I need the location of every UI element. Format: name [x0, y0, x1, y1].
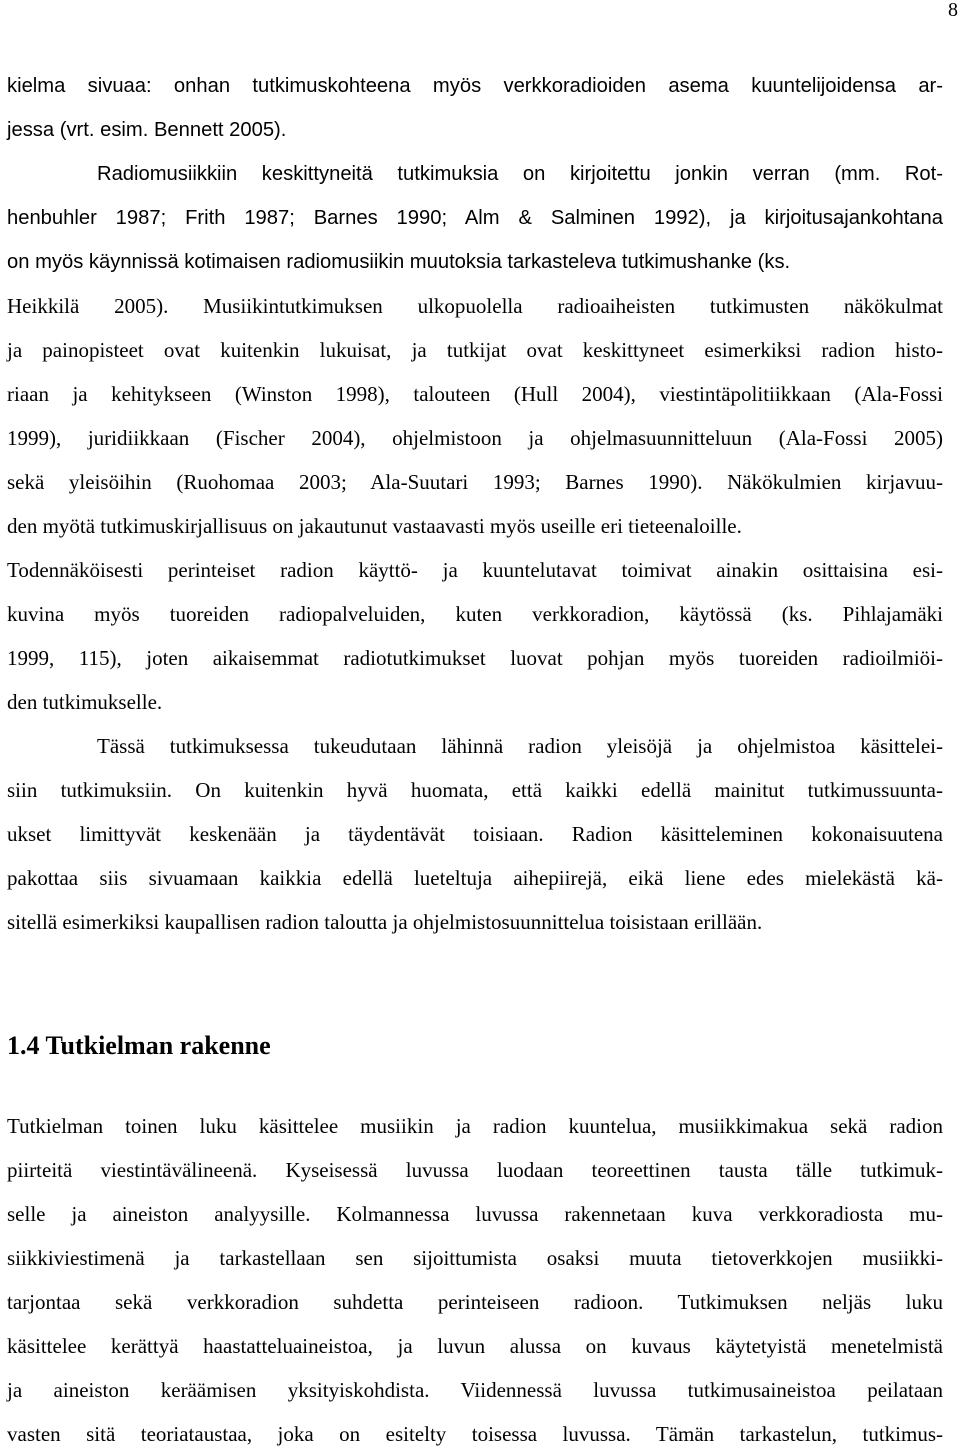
- text-line: 1999, 115), joten aikaisemmat radiotutkimukset luovat pohjan myös tuoreiden radioilmiöi-: [7, 646, 943, 670]
- text-line: Tässä tutkimuksessa tukeudutaan lähinnä radion yleisöjä ja ohjelmistoa käsittelei-: [97, 734, 943, 758]
- text-line: Heikkilä 2005). Musiikintutkimuksen ulkopuolella radioaiheisten tutkimusten näkökulmat: [7, 294, 943, 318]
- text-line: vasten sitä teoriataustaa, joka on esitelty toisessa luvussa. Tämän tarkastelun, tutkimus-: [7, 1422, 943, 1446]
- document-body: [7, 64, 943, 1456]
- text-line: kielma sivuaa: onhan tutkimuskohteena myös verkkoradioiden asema kuuntelijoidensa ar-: [7, 75, 943, 97]
- text-line: riaan ja kehitykseen (Winston 1998), talouteen (Hull 2004), viestintäpolitiikkaan (Ala-Fossi: [7, 382, 943, 406]
- text-line: siikkiviestimenä ja tarkastellaan sen sijoittumista osaksi muuta tietoverkkojen musiikki-: [7, 1246, 943, 1270]
- text-line: tarjontaa sekä verkkoradion suhdetta perinteiseen radioon. Tutkimuksen neljäs luku: [7, 1290, 943, 1314]
- text-line: sitellä esimerkiksi kaupallisen radion taloutta ja ohjelmistosuunnittelua toisistaan erillään.: [7, 910, 763, 934]
- text-line: siin tutkimuksiin. On kuitenkin hyvä huomata, että kaikki edellä mainitut tutkimussuunta-: [7, 778, 943, 802]
- heading-spacer: [7, 1068, 943, 1104]
- text-line: den myötä tutkimuskirjallisuus on jakautunut vastaavasti myös useille eri tieteenaloille.: [7, 514, 742, 538]
- text-line: 1999), juridiikkaan (Fischer 2004), ohjelmistoon ja ohjelmasuunnitteluun (Ala-Fossi 2005): [7, 426, 943, 450]
- text-line: Todennäköisesti perinteiset radion käyttö- ja kuuntelutavat toimivat ainakin osittaisina esi-: [7, 558, 943, 582]
- text-line: on myös käynnissä kotimaisen radiomusiikin muutoksia tarkasteleva tutkimushanke (ks.: [7, 251, 791, 273]
- text-line: käsittelee kerättyä haastatteluaineistoa, ja luvun alussa on kuvaus käytetyistä menetelmistä: [7, 1334, 943, 1358]
- text-line: den tutkimukselle.: [7, 690, 163, 714]
- text-line: pakottaa siis sivuamaan kaikkia edellä lueteltuja aihepiirejä, eikä liene edes mielekästä kä-: [7, 866, 943, 890]
- text-line: ja aineiston keräämisen yksityiskohdista. Viidennessä luvussa tutkimusaineistoa peilataan: [7, 1378, 943, 1402]
- paragraph-3: [7, 724, 943, 944]
- text-line: piirteitä viestintävälineenä. Kyseisessä luvussa luodaan teoreettinen tausta tälle tutkimuk-: [7, 1158, 943, 1182]
- text-line: jessa (vrt. esim. Bennett 2005).: [7, 119, 287, 141]
- paragraph-2: [7, 152, 943, 724]
- text-line: henbuhler 1987; Frith 1987; Barnes 1990; Alm & Salminen 1992), ja kirjoitusajankohtana: [7, 207, 943, 229]
- section-spacer: [7, 944, 943, 1024]
- text-line: kuvina myös tuoreiden radiopalveluiden, kuten verkkoradion, käytössä (ks. Pihlajamäki: [7, 602, 943, 626]
- page-number: 8: [948, 0, 958, 21]
- paragraph-4: [7, 1104, 943, 1456]
- text-line: ukset limittyvät keskenään ja täydentävät toisiaan. Radion käsitteleminen kokonaisuutena: [7, 822, 943, 846]
- text-line: sekä yleisöihin (Ruohomaa 2003; Ala-Suutari 1993; Barnes 1990). Näkökulmien kirjavuu-: [7, 470, 943, 494]
- paragraph-1: [7, 64, 943, 152]
- text-line: Tutkielman toinen luku käsittelee musiikin ja radion kuuntelua, musiikkimakua sekä radion: [7, 1114, 943, 1138]
- text-line: selle ja aineiston analyysille. Kolmannessa luvussa rakennetaan kuva verkkoradiosta mu-: [7, 1202, 943, 1226]
- text-line: ja painopisteet ovat kuitenkin lukuisat, ja tutkijat ovat keskittyneet esimerkiksi radion histo-: [7, 338, 943, 362]
- text-line: Radiomusiikkiin keskittyneitä tutkimuksia on kirjoitettu jonkin verran (mm. Rot-: [97, 163, 943, 185]
- section-heading: 1.4 Tutkielman rakenne: [7, 1031, 271, 1060]
